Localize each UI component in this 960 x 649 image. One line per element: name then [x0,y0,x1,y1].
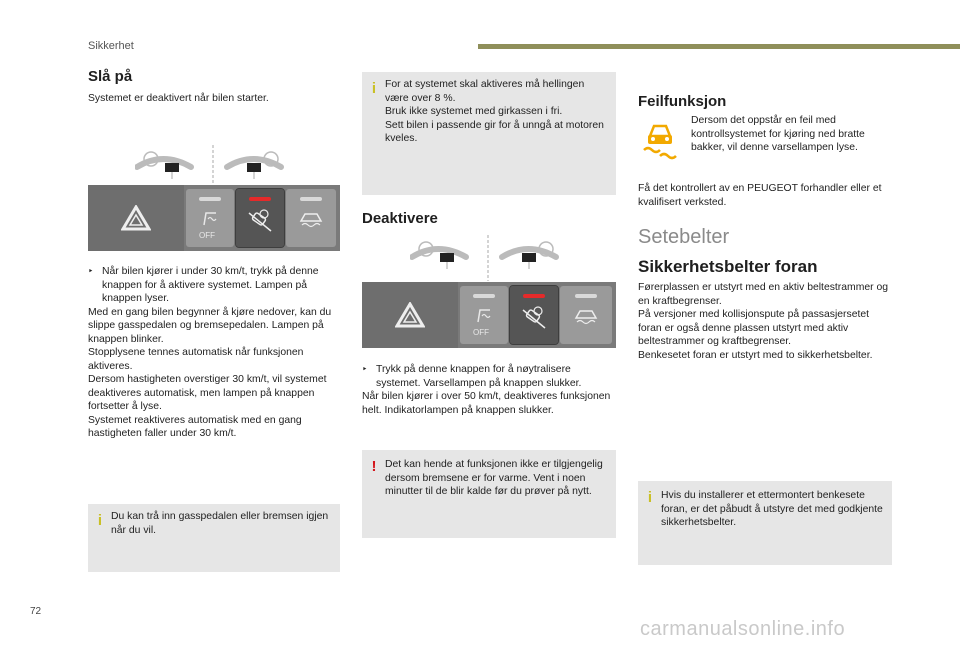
fault-paragraph: Få det kontrollert av en PEUGEOT forhandler eller et kvalifisert verksted. [638,183,882,208]
note-line: Bruk ikke systemet med girkassen i fri. [385,106,563,117]
info-note [88,504,340,572]
esp-car-icon [474,306,496,326]
note-line: Sett bilen i passende gir for å unngå at motoren kveles. [385,119,604,144]
warning-text: Det kan hende at funksjonen ikke er tilgjengelig dersom bremsene er for varme. Vent i noen minutter til de blir kalde før du prøver på nytt. [385,459,603,497]
steering-wheel-icon [227,152,281,179]
warning-note [362,450,616,538]
hill-descent-icon [247,209,273,233]
col2-body [362,363,618,417]
section-tab: Sikkerhet [88,40,134,52]
hazard-button[interactable] [362,282,458,348]
hazard-triangle-icon [395,302,425,328]
dashboard-button-panel [88,185,340,251]
traction-car-icon [573,306,599,326]
info-note [638,481,892,565]
info-note [362,72,616,195]
paragraph: På versjoner med kollisjonspute på passasjersetet foran er også denne plassen utstyrt med aktiv beltestrammer og kraftbegrenser. [638,309,870,347]
hill-descent-icon [521,306,547,330]
lane-assist-button[interactable] [560,286,612,344]
paragraph: Stopplysene tennes automatisk når funksjonen aktiveres. [88,347,304,372]
paragraph: Førerplassen er utstyrt med en aktiv beltestrammer og en kraftbegrenser. [638,282,889,307]
bullet-item [362,363,618,390]
note-text: Hvis du installerer et ettermontert benkesete foran, er det påbudt å utstyre det med godkjente sikkerhetsbelter. [661,490,883,528]
paragraph: Dersom hastigheten overstiger 30 km/t, vil systemet deaktiveres automatisk, men lampen på knappen fortsetter å lyse. [88,374,327,412]
off-label: OFF [473,328,489,337]
steering-wheel-icon [502,242,556,269]
paragraph: Benkesetet foran er utstyrt med to sikkerhetsbelter. [638,349,873,361]
section-title-sla-pa: Slå på [88,68,133,85]
led-indicator [199,197,221,201]
col1-body [88,265,342,441]
section-title-deaktivere: Deaktivere [362,210,438,227]
paragraph: Systemet reaktiveres automatisk med en gang hastigheten faller under 30 km/t. [88,414,302,439]
paragraph: Når bilen kjører i over 50 km/t, deaktiveres funksjonen helt. Indikatorlampen på knappen slukker. [362,391,611,416]
page-number: 72 [30,606,42,617]
belts-body [638,281,892,362]
info-icon: i [647,489,653,506]
traction-car-icon [298,209,324,229]
header-bar [478,44,960,49]
hazard-button[interactable] [88,185,184,251]
bullet-item [88,265,342,306]
led-indicator [300,197,322,201]
note-text: Du kan trå inn gasspedalen eller bremsen igjen når du vil. [111,511,329,536]
lane-assist-button[interactable] [286,189,336,247]
esp-car-icon [200,209,222,229]
hill-descent-warning-icon [642,120,678,160]
fault-text: Dersom det oppstår en feil med kontrollsystemet for kjøring ned bratte bakker, vil denne varsellampen lyse. [691,115,865,153]
esp-off-button[interactable] [186,189,234,247]
hill-descent-button[interactable] [510,286,558,344]
steering-wheel-icon [137,152,191,179]
info-icon: i [97,512,103,529]
led-indicator [575,294,597,298]
off-label: OFF [199,231,215,240]
bullet-text: Trykk på denne knappen for å nøytralisere systemet. Varsellampen på knappen slukker. [376,364,582,389]
bullet-text: Når bilen kjører i under 30 km/t, trykk på denne knappen for å aktivere systemet. Lampen på knappen lyser. [102,266,319,304]
note-line: For at systemet skal aktiveres må hellingen være over 8 %. [385,79,585,104]
bullet-arrow-icon: ‣ [362,364,368,374]
steering-stalks-illustration [410,235,570,281]
paragraph: Med en gang bilen begynner å kjøre nedover, kan du slippe gasspedalen og bremsepedalen. Lampen på knappen blinker. [88,306,332,345]
dashboard-button-panel [362,282,616,348]
esp-off-button[interactable] [460,286,508,344]
bullet-arrow-icon: ‣ [88,266,94,276]
section-title-feilfunksjon: Feilfunksjon [638,93,727,110]
info-icon: i [371,80,377,97]
led-indicator [473,294,495,298]
steering-wheel-icon [412,242,466,269]
hill-descent-button[interactable] [236,189,284,247]
led-indicator-red [523,294,545,298]
intro-text: Systemet er deaktivert når bilen starter. [88,93,269,104]
hazard-triangle-icon [121,205,151,231]
chapter-title-setebelter: Setebelter [638,226,730,248]
led-indicator-red [249,197,271,201]
exclamation-icon: ! [371,458,377,475]
section-title-sikkerhetsbelter: Sikkerhetsbelter foran [638,257,818,276]
watermark: carmanualsonline.info [640,618,846,640]
